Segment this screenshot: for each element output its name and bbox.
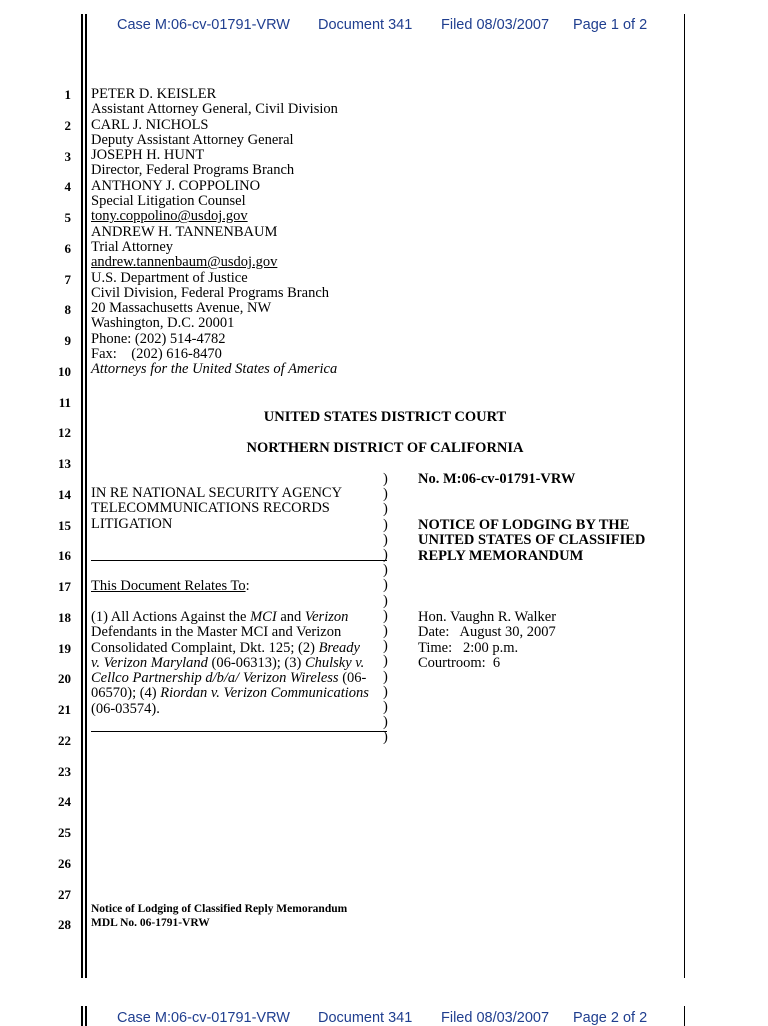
line-number: 11 <box>58 395 71 410</box>
left-margin-rule-inner <box>85 14 87 978</box>
line-number: 22 <box>58 733 71 748</box>
caption-line: TELECOMMUNICATIONS RECORDS <box>91 500 330 517</box>
counsel-line: ANTHONY J. COPPOLINO <box>91 177 261 194</box>
line-number: 14 <box>58 487 71 502</box>
line-number: 17 <box>58 579 71 594</box>
line-number: 7 <box>64 272 71 287</box>
caption-rule-bottom <box>91 731 387 732</box>
counsel-line: Assistant Attorney General, Civil Division <box>91 101 338 118</box>
header-filed: Filed 08/03/2007 <box>441 1010 550 1026</box>
line-number: 28 <box>58 917 71 932</box>
line-number: 10 <box>58 364 71 379</box>
right-margin-rule <box>684 14 685 978</box>
hearing-info <box>418 610 556 671</box>
caption-line: IN RE NATIONAL SECURITY AGENCY <box>91 485 343 501</box>
page-footer <box>91 903 347 930</box>
counsel-line: Trial Attorney <box>91 238 174 255</box>
counsel-line: Deputy Assistant Attorney General <box>91 131 294 148</box>
caption-rule <box>91 560 387 561</box>
counsel-line: Phone: (202) 514-4782 <box>91 330 226 347</box>
footer-line: MDL No. 06-1791-VRW <box>91 916 210 929</box>
email-link[interactable]: tony.coppolino@usdoj.gov <box>91 208 248 225</box>
relates-to: This Document Relates To: <box>91 578 250 594</box>
line-number: 19 <box>58 641 71 656</box>
counsel-line: Washington, D.C. 20001 <box>91 315 235 332</box>
counsel-line: CARL J. NICHOLS <box>91 116 209 133</box>
counsel-line: Director, Federal Programs Branch <box>91 162 295 179</box>
email-link[interactable]: andrew.tannenbaum@usdoj.gov <box>91 254 278 271</box>
hearing-time: Time: 2:00 p.m. <box>418 639 519 656</box>
header-document: Document 341 <box>318 1010 413 1026</box>
line-number: 5 <box>64 210 71 225</box>
header-page: Page 1 of 2 <box>573 17 648 33</box>
line-number: 4 <box>64 179 71 194</box>
counsel-line: U.S. Department of Justice <box>91 269 248 286</box>
counsel-line: Special Litigation Counsel <box>91 193 246 210</box>
line-number: 24 <box>58 794 71 809</box>
header-filed: Filed 08/03/2007 <box>441 17 550 33</box>
line-number: 20 <box>58 671 71 686</box>
notice-title: NOTICE OF LODGING BY THE UNITED STATES OF CLASSIFIED REPLY MEMORANDUM <box>418 517 646 564</box>
header-document: Document 341 <box>318 17 413 33</box>
line-number: 21 <box>58 702 71 717</box>
line-number: 3 <box>64 149 71 164</box>
line-number: 1 <box>64 87 71 102</box>
line-number: 6 <box>64 241 71 256</box>
counsel-line: 20 Massachusetts Avenue, NW <box>91 300 272 317</box>
counsel-line: Attorneys for the United States of America <box>91 361 338 378</box>
line-number: 15 <box>58 518 71 533</box>
line-number: 26 <box>58 856 71 871</box>
line-number: 18 <box>58 610 71 625</box>
court-district: NORTHERN DISTRICT OF CALIFORNIA <box>246 440 524 456</box>
counsel-line: ANDREW H. TANNENBAUM <box>91 223 278 240</box>
hearing-judge: Hon. Vaughn R. Walker <box>418 609 557 625</box>
caption-parens: ) ) ) ) ) ) ) ) ) ) ) ) ) ) ) ) ) ) <box>383 471 388 746</box>
line-number: 13 <box>58 456 71 471</box>
line-number: 12 <box>58 425 71 440</box>
page2-left-rule-inner <box>85 1006 87 1026</box>
court-name: UNITED STATES DISTRICT COURT <box>263 409 507 425</box>
header-case: Case M:06-cv-01791-VRW <box>117 1010 290 1026</box>
line-number: 23 <box>58 764 71 779</box>
footer-line: Notice of Lodging of Classified Reply Memorandum <box>91 903 348 915</box>
case-caption <box>91 486 342 532</box>
header-page: Page 2 of 2 <box>573 1010 648 1026</box>
line-number: 27 <box>58 887 71 902</box>
header-case: Case M:06-cv-01791-VRW <box>117 17 290 33</box>
page2-right-rule <box>684 1006 685 1026</box>
line-number: 9 <box>64 333 71 348</box>
hearing-courtroom: Courtroom: 6 <box>418 654 501 671</box>
counsel-line: Fax: (202) 616-8470 <box>91 346 222 363</box>
line-number: 16 <box>58 548 71 563</box>
hearing-date: Date: August 30, 2007 <box>418 624 556 641</box>
counsel-line: PETER D. KEISLER <box>91 86 217 102</box>
counsel-line: JOSEPH H. HUNT <box>91 147 205 164</box>
line-number: 8 <box>64 302 71 317</box>
left-margin-rule <box>81 14 83 978</box>
line-number: 2 <box>64 118 71 133</box>
counsel-line: Civil Division, Federal Programs Branch <box>91 284 330 301</box>
page2-left-rule <box>81 1006 83 1026</box>
counsel-block <box>91 87 338 378</box>
caption-line: LITIGATION <box>91 515 173 532</box>
case-number: No. M:06-cv-01791-VRW <box>418 471 576 487</box>
line-number: 25 <box>58 825 71 840</box>
related-actions: (1) All Actions Against the MCI and Verizon Defendants in the Master MCI and Verizon Consolidated Complaint, Dkt. 125; (2) Bready v. Verizon Maryland (06-06313); (3) Chulsky v. Cellco Partnership d/b/a/ Verizon Wireless (06- 06570); (4) Riordan v. Verizon Communications (06-03574). <box>91 609 369 717</box>
